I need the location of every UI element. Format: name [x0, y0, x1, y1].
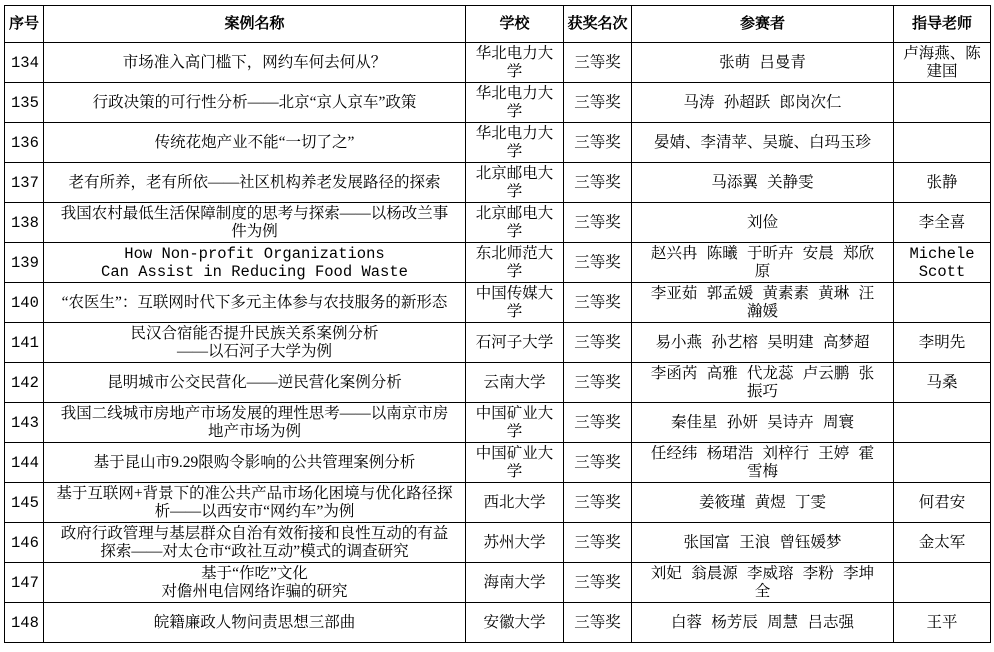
cell-school: 北京邮电大学	[466, 203, 564, 243]
cell-participants: 李亚茹 郭孟媛 黄素素 黄琳 汪瀚媛	[632, 283, 894, 323]
cell-participants: 姜筱瑾 黄煜 丁雯	[632, 483, 894, 523]
cell-case-name: 我国农村最低生活保障制度的思考与探索——以杨改兰事件为例	[44, 203, 466, 243]
cell-number: 148	[5, 603, 44, 643]
cell-number: 145	[5, 483, 44, 523]
table-row	[5, 323, 991, 363]
cell-advisor: 王平	[894, 603, 991, 643]
cell-award-rank: 三等奖	[564, 123, 632, 163]
table-row	[5, 283, 991, 323]
table-row	[5, 563, 991, 603]
cell-number: 138	[5, 203, 44, 243]
cell-school: 东北师范大学	[466, 243, 564, 283]
cell-participants: 张国富 王浪 曾钰媛梦	[632, 523, 894, 563]
cell-participants: 任经纬 杨珺浩 刘梓行 王婷 霍雪梅	[632, 443, 894, 483]
cell-number: 146	[5, 523, 44, 563]
header-number: 序号	[5, 6, 44, 43]
cell-advisor	[894, 83, 991, 123]
cell-award-rank: 三等奖	[564, 523, 632, 563]
cell-case-name: 老有所养，老有所依——社区机构养老发展路径的探索	[44, 163, 466, 203]
cell-participants: 白蓉 杨芳辰 周慧 吕志强	[632, 603, 894, 643]
cell-case-name: How Non-profit Organizations Can Assist in Reducing Food Waste	[44, 243, 466, 283]
cell-number: 134	[5, 43, 44, 83]
header-case-name: 案例名称	[44, 6, 466, 43]
cell-advisor: 李全喜	[894, 203, 991, 243]
cell-case-name: 昆明城市公交民营化——逆民营化案例分析	[44, 363, 466, 403]
table-row	[5, 83, 991, 123]
header-award-rank: 获奖名次	[564, 6, 632, 43]
table-row	[5, 483, 991, 523]
cell-case-name: 行政决策的可行性分析——北京“京人京车”政策	[44, 83, 466, 123]
cell-advisor: Michele Scott	[894, 243, 991, 283]
cell-number: 143	[5, 403, 44, 443]
cell-school: 华北电力大学	[466, 123, 564, 163]
cell-award-rank: 三等奖	[564, 603, 632, 643]
cell-advisor: 何君安	[894, 483, 991, 523]
cell-case-name: 皖籍廉政人物问责思想三部曲	[44, 603, 466, 643]
cell-number: 140	[5, 283, 44, 323]
cell-case-name: 基于昆山市9.29限购令影响的公共管理案例分析	[44, 443, 466, 483]
cell-case-name: 市场准入高门槛下，网约车何去何从？	[44, 43, 466, 83]
cell-case-name: 我国二线城市房地产市场发展的理性思考——以南京市房地产市场为例	[44, 403, 466, 443]
cell-number: 139	[5, 243, 44, 283]
cell-advisor	[894, 403, 991, 443]
cell-number: 136	[5, 123, 44, 163]
cell-school: 华北电力大学	[466, 83, 564, 123]
table-body	[5, 43, 991, 643]
cell-participants: 马涛 孙超跃 郎岗次仁	[632, 83, 894, 123]
awards-table	[4, 5, 991, 643]
cell-school: 西北大学	[466, 483, 564, 523]
cell-award-rank: 三等奖	[564, 563, 632, 603]
cell-school: 苏州大学	[466, 523, 564, 563]
table-row	[5, 523, 991, 563]
cell-participants: 易小燕 孙艺榕 吴明建 高梦超	[632, 323, 894, 363]
header-participants: 参赛者	[632, 6, 894, 43]
cell-case-name: 民汉合宿能否提升民族关系案例分析 ——以石河子大学为例	[44, 323, 466, 363]
cell-award-rank: 三等奖	[564, 83, 632, 123]
table-header	[5, 6, 991, 43]
cell-participants: 马添翼 关静雯	[632, 163, 894, 203]
cell-award-rank: 三等奖	[564, 283, 632, 323]
cell-participants: 秦佳星 孙妍 吴诗卉 周寰	[632, 403, 894, 443]
cell-number: 142	[5, 363, 44, 403]
cell-school: 华北电力大学	[466, 43, 564, 83]
cell-case-name: 政府行政管理与基层群众自治有效衔接和良性互动的有益探索——对太仓市“政社互动”模式的调查研究	[44, 523, 466, 563]
cell-number: 147	[5, 563, 44, 603]
cell-advisor: 李明先	[894, 323, 991, 363]
cell-advisor	[894, 123, 991, 163]
cell-award-rank: 三等奖	[564, 363, 632, 403]
cell-advisor	[894, 443, 991, 483]
cell-participants: 赵兴冉 陈曦 于昕卉 安晨 郑欣原	[632, 243, 894, 283]
cell-participants: 刘俭	[632, 203, 894, 243]
table-row	[5, 123, 991, 163]
header-advisor: 指导老师	[894, 6, 991, 43]
cell-award-rank: 三等奖	[564, 43, 632, 83]
cell-case-name: 传统花炮产业不能“一切了之”	[44, 123, 466, 163]
cell-participants: 张萌 吕曼青	[632, 43, 894, 83]
cell-award-rank: 三等奖	[564, 243, 632, 283]
cell-number: 144	[5, 443, 44, 483]
cell-participants: 李函芮 高雅 代龙蕊 卢云鹏 张振巧	[632, 363, 894, 403]
cell-participants: 晏婧、李清苹、吴璇、白玛玉珍	[632, 123, 894, 163]
table-row	[5, 403, 991, 443]
table-row	[5, 363, 991, 403]
header-school: 学校	[466, 6, 564, 43]
cell-school: 中国传媒大学	[466, 283, 564, 323]
cell-advisor: 张静	[894, 163, 991, 203]
table-row	[5, 243, 991, 283]
cell-award-rank: 三等奖	[564, 443, 632, 483]
cell-case-name: 基于互联网+背景下的准公共产品市场化困境与优化路径探析——以西安市“网约车”为例	[44, 483, 466, 523]
table-row	[5, 163, 991, 203]
cell-award-rank: 三等奖	[564, 203, 632, 243]
cell-advisor: 卢海燕、陈建国	[894, 43, 991, 83]
cell-case-name: “农医生”：互联网时代下多元主体参与农技服务的新形态	[44, 283, 466, 323]
table-row	[5, 203, 991, 243]
table-row	[5, 43, 991, 83]
cell-number: 135	[5, 83, 44, 123]
cell-case-name: 基于“作吃”文化 对儋州电信网络诈骗的研究	[44, 563, 466, 603]
header-row	[5, 6, 991, 43]
cell-number: 141	[5, 323, 44, 363]
cell-participants: 刘妃 翁晨源 李威瑢 李粉 李坤全	[632, 563, 894, 603]
cell-award-rank: 三等奖	[564, 483, 632, 523]
cell-advisor	[894, 563, 991, 603]
cell-award-rank: 三等奖	[564, 323, 632, 363]
cell-advisor: 马桑	[894, 363, 991, 403]
cell-school: 中国矿业大学	[466, 403, 564, 443]
cell-number: 137	[5, 163, 44, 203]
table-row	[5, 443, 991, 483]
cell-advisor	[894, 283, 991, 323]
cell-school: 海南大学	[466, 563, 564, 603]
cell-school: 安徽大学	[466, 603, 564, 643]
cell-school: 云南大学	[466, 363, 564, 403]
cell-award-rank: 三等奖	[564, 403, 632, 443]
cell-school: 石河子大学	[466, 323, 564, 363]
cell-advisor: 金太军	[894, 523, 991, 563]
cell-award-rank: 三等奖	[564, 163, 632, 203]
table-row	[5, 603, 991, 643]
cell-school: 中国矿业大学	[466, 443, 564, 483]
cell-school: 北京邮电大学	[466, 163, 564, 203]
